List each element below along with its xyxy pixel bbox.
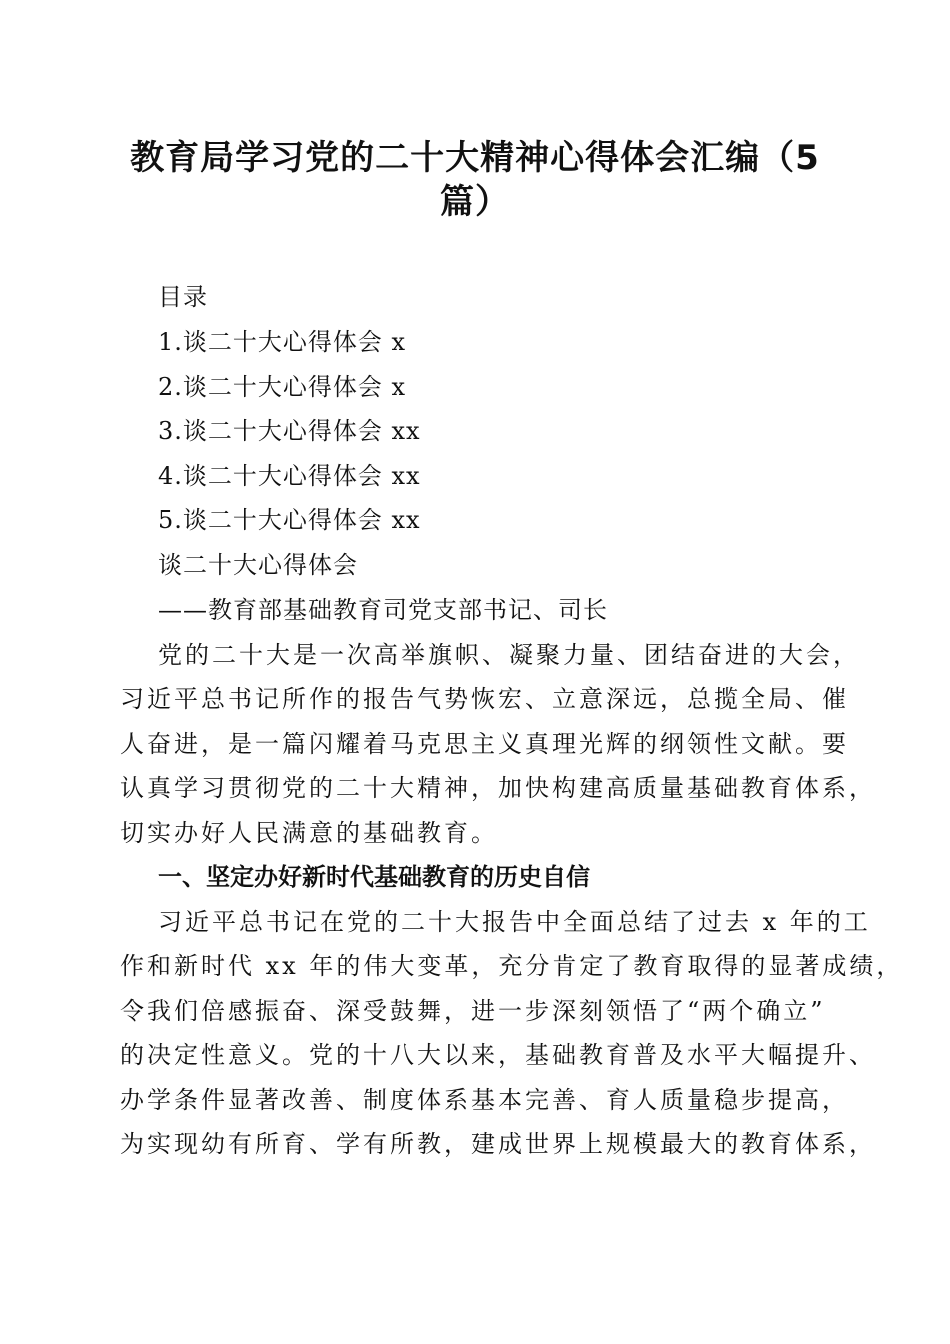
document-title: 教育局学习党的二十大精神心得体会汇编（5篇）	[130, 138, 820, 222]
toc-item-2: 2.谈二十大心得体会 x	[158, 373, 407, 401]
toc-item-3: 3.谈二十大心得体会 xx	[158, 417, 421, 445]
toc-item-5: 5.谈二十大心得体会 xx	[158, 506, 421, 534]
section-1-line-2: 作和新时代 xx 年的伟大变革，充分肯定了教育取得的显著成绩，	[120, 952, 904, 980]
intro-line-4: 认真学习贯彻党的二十大精神，加快构建高质量基础教育体系，	[120, 774, 876, 802]
toc-label: 目录	[158, 283, 208, 311]
section-1-line-4: 的决定性意义。党的十八大以来，基础教育普及水平大幅提升、	[120, 1041, 876, 1069]
intro-line-2: 习近平总书记所作的报告气势恢宏、立意深远，总揽全局、催	[120, 685, 849, 713]
section-1-heading: 一、坚定办好新时代基础教育的历史自信	[158, 863, 590, 891]
intro-line-5: 切实办好人民满意的基础教育。	[120, 819, 498, 847]
article-heading: 谈二十大心得体会	[158, 551, 358, 579]
intro-line-3: 人奋进，是一篇闪耀着马克思主义真理光辉的纲领性文献。要	[120, 730, 849, 758]
section-1-line-3: 令我们倍感振奋、深受鼓舞，进一步深刻领悟了“两个确立”	[120, 997, 826, 1025]
toc-item-1: 1.谈二十大心得体会 x	[158, 328, 407, 356]
section-1-line-6: 为实现幼有所育、学有所教，建成世界上规模最大的教育体系，	[120, 1130, 876, 1158]
article-byline: ——教育部基础教育司党支部书记、司长	[158, 596, 608, 624]
section-1-line-5: 办学条件显著改善、制度体系基本完善、育人质量稳步提高，	[120, 1086, 849, 1114]
section-1-line-1: 习近平总书记在党的二十大报告中全面总结了过去 x 年的工	[158, 908, 871, 936]
toc-item-4: 4.谈二十大心得体会 xx	[158, 462, 421, 490]
intro-line-1: 党的二十大是一次高举旗帜、凝聚力量、团结奋进的大会，	[158, 641, 860, 669]
